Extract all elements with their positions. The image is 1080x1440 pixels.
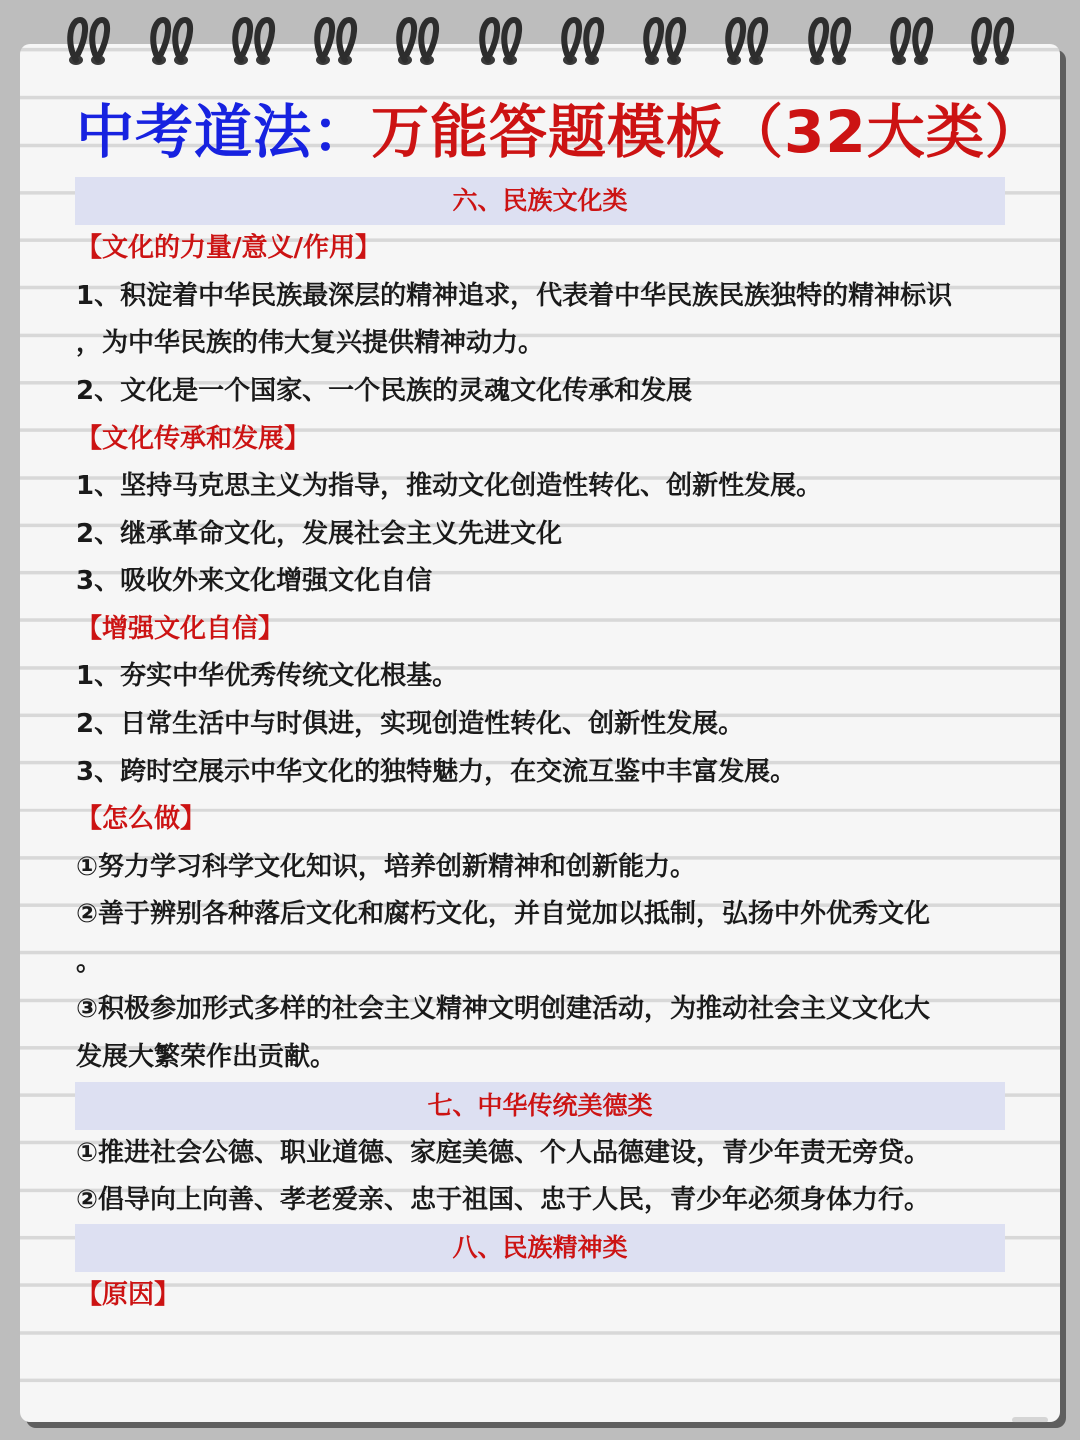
body-line: 3、吸收外来文化增强文化自信 — [76, 566, 433, 596]
body-line: ③积极参加形式多样的社会主义精神文明创建活动，为推动社会主义文化大 — [76, 994, 931, 1024]
spiral-ring-icon — [558, 14, 606, 76]
body-line: ，为中华民族的伟大复兴提供精神动力。 — [76, 328, 545, 358]
body-line: ②善于辨别各种落后文化和腐朽文化，并自觉加以抵制，弘扬中外优秀文化 — [76, 899, 931, 929]
spiral-ring-icon — [147, 14, 195, 76]
subheading-culture-inheritance: 【文化传承和发展】 — [76, 424, 311, 454]
spiral-ring-icon — [887, 14, 935, 76]
body-line: 3、跨时空展示中华文化的独特魅力，在交流互鉴中丰富发展。 — [76, 757, 797, 787]
body-line: 1、夯实中华优秀传统文化根基。 — [76, 661, 459, 691]
title-main: 万能答题模板（32大类） — [371, 98, 1044, 166]
spiral-ring-icon — [229, 14, 277, 76]
title-prefix: 中考道法： — [76, 98, 372, 166]
subheading-culture-confidence: 【增强文化自信】 — [76, 614, 285, 644]
subheading-what-to-do: 【怎么做】 — [76, 804, 207, 834]
spiral-ring-icon — [64, 14, 112, 76]
body-line: ②倡导向上向善、孝老爱亲、忠于祖国、忠于人民，青少年必须身体力行。 — [76, 1185, 931, 1215]
subheading-reason: 【原因】 — [76, 1280, 181, 1310]
body-line: 发展大繁荣作出贡献。 — [76, 1042, 337, 1072]
body-line: 1、积淀着中华民族最深层的精神追求，代表着中华民族民族独特的精神标识 — [76, 281, 953, 311]
body-line: 。 — [76, 947, 103, 977]
watermark-icon — [1010, 1412, 1050, 1426]
body-line: ①推进社会公德、职业道德、家庭美德、个人品德建设，青少年责无旁贷。 — [76, 1138, 931, 1168]
section-header-traditional-virtues: 七、中华传统美德类 — [75, 1082, 1005, 1130]
body-line: 2、文化是一个国家、一个民族的灵魂文化传承和发展 — [76, 376, 693, 406]
body-line: 2、日常生活中与时俱进，实现创造性转化、创新性发展。 — [76, 709, 745, 739]
body-line: 1、坚持马克思主义为指导，推动文化创造性转化、创新性发展。 — [76, 471, 823, 501]
spiral-ring-icon — [476, 14, 524, 76]
spiral-ring-icon — [968, 14, 1016, 76]
section-header-national-spirit: 八、民族精神类 — [75, 1224, 1005, 1272]
spiral-ring-icon — [393, 14, 441, 76]
spiral-ring-icon — [640, 14, 688, 76]
body-line: ①努力学习科学文化知识，培养创新精神和创新能力。 — [76, 852, 697, 882]
spiral-ring-icon — [311, 14, 359, 76]
spiral-ring-icon — [805, 14, 853, 76]
body-line: 2、继承革命文化，发展社会主义先进文化 — [76, 519, 563, 549]
page-title — [76, 90, 1044, 174]
section-header-ethnic-culture: 六、民族文化类 — [75, 177, 1005, 225]
spiral-ring-icon — [722, 14, 770, 76]
spiral-binding — [0, 0, 1080, 90]
subheading-culture-power: 【文化的力量/意义/作用】 — [76, 233, 381, 263]
